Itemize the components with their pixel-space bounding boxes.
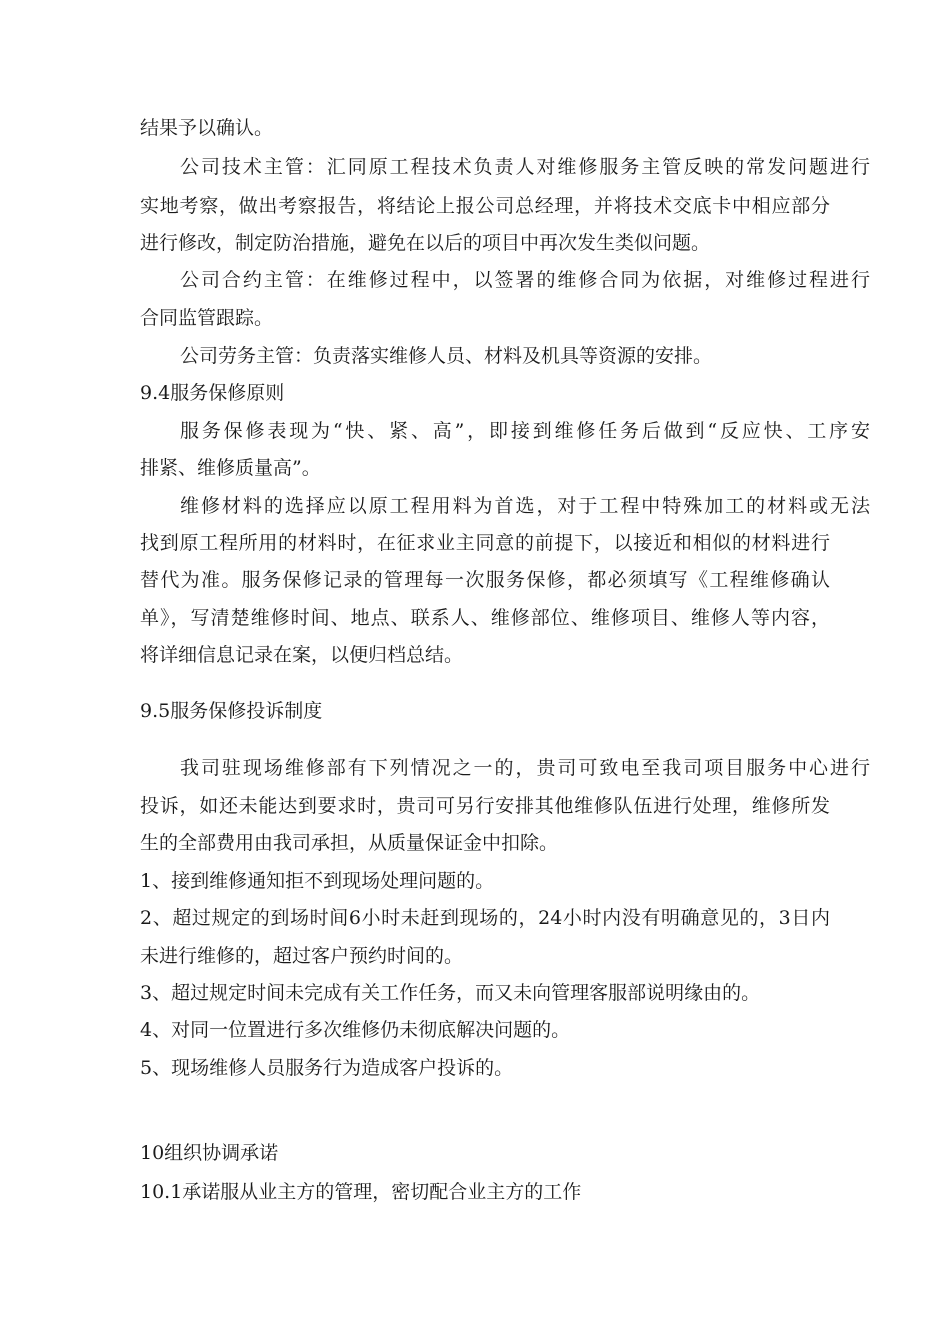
heading-9-5: 9.5服务保修投诉制度: [140, 700, 323, 722]
paragraph-material-line-5: 将详细信息记录在案，以便归档总结。: [140, 644, 464, 666]
paragraph-complaint-line-3: 生的全部费用由我司承担，从质量保证金中扣除。: [140, 832, 559, 854]
paragraph-tech-manager-line-2: 实地考察，做出考察报告，将结论上报公司总经理，并将技术交底卡中相应部分: [140, 195, 830, 217]
heading-10-1: 10.1承诺服从业主方的管理，密切配合业主方的工作: [140, 1181, 582, 1203]
paragraph-principle-line-1: 服务保修表现为“快、紧、高”，即接到维修任务后做到“反应快、工序安: [180, 420, 870, 442]
paragraph-material-line-4: 单》，写清楚维修时间、地点、联系人、维修部位、维修项目、维修人等内容，: [140, 607, 830, 629]
paragraph-material-line-2: 找到原工程所用的材料时，在征求业主同意的前提下，以接近和相似的材料进行: [140, 532, 830, 554]
list-item-2-line-2: 未进行维修的，超过客户预约时间的。: [140, 945, 464, 967]
paragraph-contract-manager-line-1: 公司合约主管：在维修过程中，以签署的维修合同为依据，对维修过程进行: [180, 269, 870, 291]
paragraph-tail-confirm: 结果予以确认。: [140, 117, 274, 139]
list-item-5: 5、现场维修人员服务行为造成客户投诉的。: [140, 1057, 514, 1079]
list-item-2-line-1: 2、超过规定的到场时间6小时未赶到现场的，24小时内没有明确意见的，3日内: [140, 907, 830, 929]
list-item-3: 3、超过规定时间未完成有关工作任务，而又未向管理客服部说明缘由的。: [140, 982, 761, 1004]
paragraph-complaint-line-1: 我司驻现场维修部有下列情况之一的，贵司可致电至我司项目服务中心进行: [180, 757, 870, 779]
heading-10: 10组织协调承诺: [140, 1142, 279, 1164]
list-item-4: 4、对同一位置进行多次维修仍未彻底解决问题的。: [140, 1019, 571, 1041]
paragraph-contract-manager-line-2: 合同监管跟踪。: [140, 307, 274, 329]
heading-9-4: 9.4服务保修原则: [140, 382, 285, 404]
paragraph-material-line-3: 替代为准。服务保修记录的管理每一次服务保修，都必须填写《工程维修确认: [140, 569, 830, 591]
paragraph-tech-manager-line-3: 进行修改，制定防治措施，避免在以后的项目中再次发生类似问题。: [140, 232, 711, 254]
paragraph-complaint-line-2: 投诉，如还未能达到要求时，贵司可另行安排其他维修队伍进行处理，维修所发: [140, 795, 830, 817]
paragraph-tech-manager-line-1: 公司技术主管：汇同原工程技术负责人对维修服务主管反映的常发问题进行: [180, 156, 870, 178]
paragraph-principle-line-2: 排紧、维修质量高”。: [140, 457, 321, 479]
list-item-1: 1、接到维修通知拒不到现场处理问题的。: [140, 870, 495, 892]
paragraph-material-line-1: 维修材料的选择应以原工程用料为首选，对于工程中特殊加工的材料或无法: [180, 495, 870, 517]
paragraph-labor-manager: 公司劳务主管：负责落实维修人员、材料及机具等资源的安排。: [180, 345, 713, 367]
